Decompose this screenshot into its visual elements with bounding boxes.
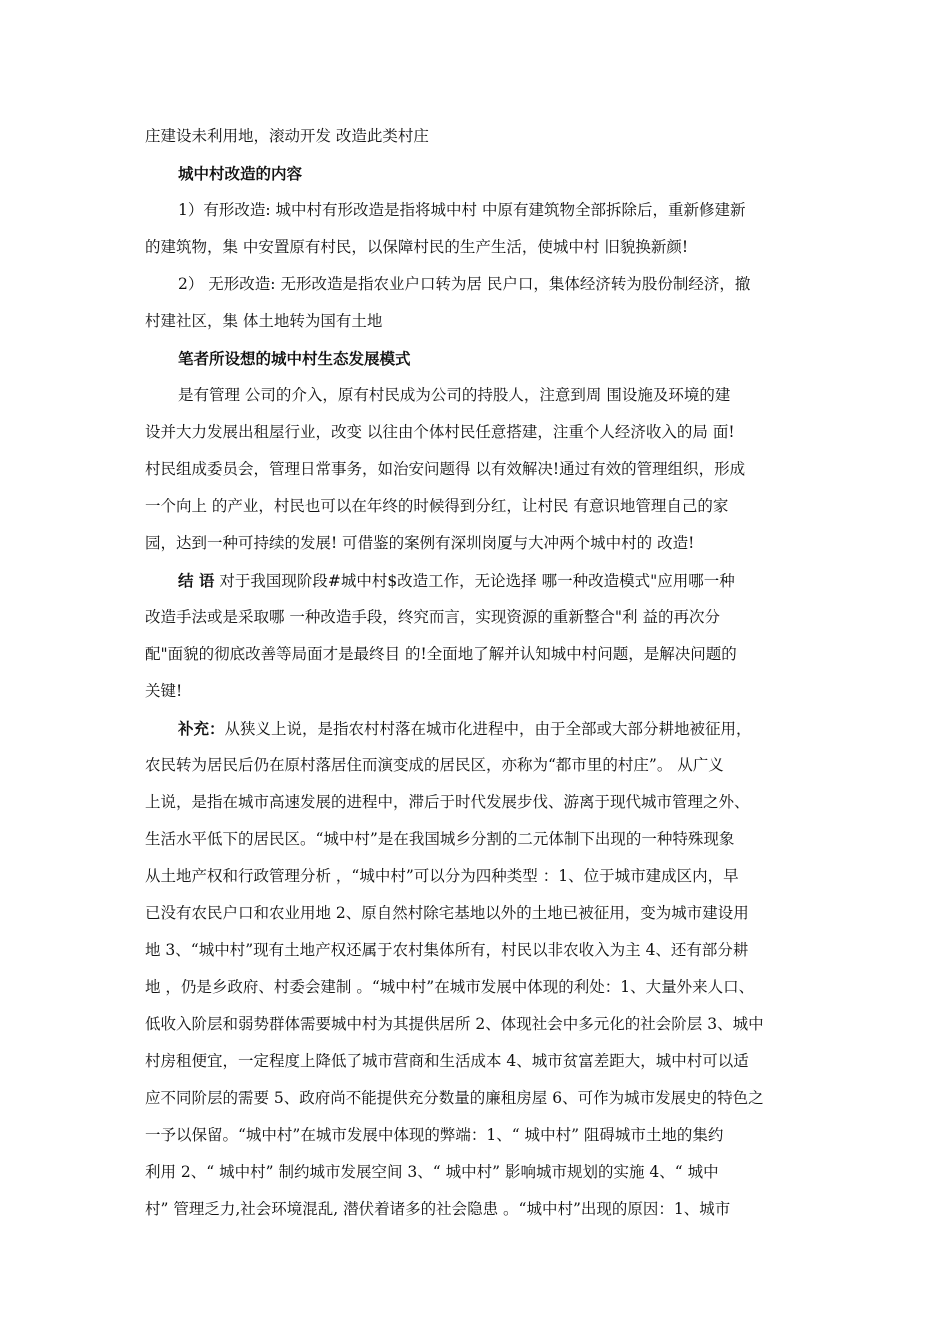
text-line: [145, 1080, 820, 1117]
line-text: 改造手法或是采取哪 一种改造手段，终究而言，实现资源的重新整合"利 益的再次分: [145, 608, 720, 626]
line-text: 关键!: [145, 682, 183, 700]
line-text: 1）有形改造: 城中村有形改造是指将城中村 中原有建筑物全部拆除后，重新修建新: [178, 201, 746, 219]
text-line: [145, 562, 820, 599]
line-text: 农民转为居民后仍在原村落居住而演变成的居民区，亦称为“都市里的村庄”。 从广义: [145, 756, 724, 774]
text-line: [145, 969, 820, 1006]
line-text: 已没有农民户口和农业用地 2、原自然村除宅基地以外的土地已被征用，变为城市建设用: [145, 904, 749, 922]
document-body: [145, 118, 820, 1228]
line-text: 2） 无形改造: 无形改造是指农业户口转为居 民户口，集体经济转为股份制经济，撤: [178, 275, 751, 293]
text-line: [145, 155, 820, 192]
line-text: 设并大力发展出租屋行业，改变 以往由个体村民任意搭建，注重个人经济收入的局 面!: [145, 423, 735, 441]
text-line: [145, 1006, 820, 1043]
lead-heading: 补充：: [178, 719, 225, 738]
line-text: 应不同阶层的需要 5、政府尚不能提供充分数量的廉租房屋 6、可作为城市发展史的特色之: [145, 1089, 764, 1107]
text-line: [145, 599, 820, 636]
line-text: 庄建设未利用地，滚动开发 改造此类村庄: [145, 127, 429, 145]
text-line: [145, 488, 820, 525]
line-text: 低收入阶层和弱势群体需要城中村为其提供居所 2、体现社会中多元化的社会阶层 3、城中: [145, 1015, 764, 1033]
line-text: 地 3、“城中村”现有土地产权还属于农村集体所有，村民以非农收入为主 4、还有部分耕: [145, 941, 749, 959]
text-line: [145, 858, 820, 895]
line-text: 上说，是指在城市高速发展的进程中，滞后于时代发展步伐、游离于现代城市管理之外、: [145, 793, 750, 811]
line-text: 配"面貌的彻底改善等局面才是最终目 的!全面地了解并认知城中村问题，是解决问题的: [145, 645, 737, 663]
text-line: [145, 636, 820, 673]
line-text: 城中村改造的内容: [178, 164, 303, 183]
line-text: 笔者所设想的城中村生态发展模式: [178, 349, 411, 368]
line-text: 是有管理 公司的介入，原有村民成为公司的持股人，注意到周 围设施及环境的建: [178, 386, 731, 404]
line-text: 地 ，仍是乡政府、村委会建制 。“城中村”在城市发展中体现的利处：1、大量外来人口、: [145, 978, 755, 996]
line-text: 一予以保留。“城中村”在城市发展中体现的弊端：1、“ 城中村” 阻碍城市土地的集约: [145, 1126, 724, 1144]
line-text: 园，达到一种可持续的发展! 可借鉴的案例有深圳岗厦与大冲两个城中村的 改造!: [145, 534, 695, 552]
line-text: 生活水平低下的居民区。“城中村”是在我国城乡分割的二元体制下出现的一种特殊现象: [145, 830, 735, 848]
line-text: 从狭义上说，是指农村村落在城市化进程中，由于全部或大部分耕地被征用，: [224, 720, 752, 738]
text-line: [145, 1117, 820, 1154]
line-text: 对于我国现阶段#城中村$改造工作，无论选择 哪一种改造模式"应用哪一种: [214, 572, 735, 590]
text-line: [145, 784, 820, 821]
text-line: [145, 710, 820, 747]
text-line: [145, 451, 820, 488]
text-line: [145, 266, 820, 303]
text-line: [145, 1191, 820, 1228]
text-line: [145, 303, 820, 340]
text-line: [145, 229, 820, 266]
lead-heading: 结 语: [178, 571, 215, 590]
text-line: [145, 747, 820, 784]
text-line: [145, 192, 820, 229]
text-line: [145, 1043, 820, 1080]
line-text: 利用 2、“ 城中村” 制约城市发展空间 3、“ 城中村” 影响城市规划的实施 4、“ 城中: [145, 1163, 719, 1181]
text-line: [145, 414, 820, 451]
line-text: 村房租便宜，一定程度上降低了城市营商和生活成本 4、城市贫富差距大，城中村可以适: [145, 1052, 749, 1070]
text-line: [145, 673, 820, 710]
text-line: [145, 932, 820, 969]
text-line: [145, 525, 820, 562]
text-line: [145, 1154, 820, 1191]
line-text: 村” 管理乏力,社会环境混乱, 潜伏着诸多的社会隐患 。“城中村”出现的原因：1、城市: [145, 1200, 731, 1218]
line-text: 从土地产权和行政管理分析 ，“城中村”可以分为四种类型 ：1、位于城市建成区内，早: [145, 867, 739, 885]
text-line: [145, 377, 820, 414]
line-text: 村建社区，集 体土地转为国有土地: [145, 312, 383, 330]
line-text: 的建筑物，集 中安置原有村民，以保障村民的生产生活，使城中村 旧貌换新颜!: [145, 238, 689, 256]
line-text: 村民组成委员会，管理日常事务，如治安问题得 以有效解决!通过有效的管理组织，形成: [145, 460, 746, 478]
text-line: [145, 895, 820, 932]
text-line: [145, 821, 820, 858]
line-text: 一个向上 的产业，村民也可以在年终的时候得到分红，让村民 有意识地管理自己的家: [145, 497, 729, 515]
text-line: [145, 118, 820, 155]
text-line: [145, 340, 820, 377]
